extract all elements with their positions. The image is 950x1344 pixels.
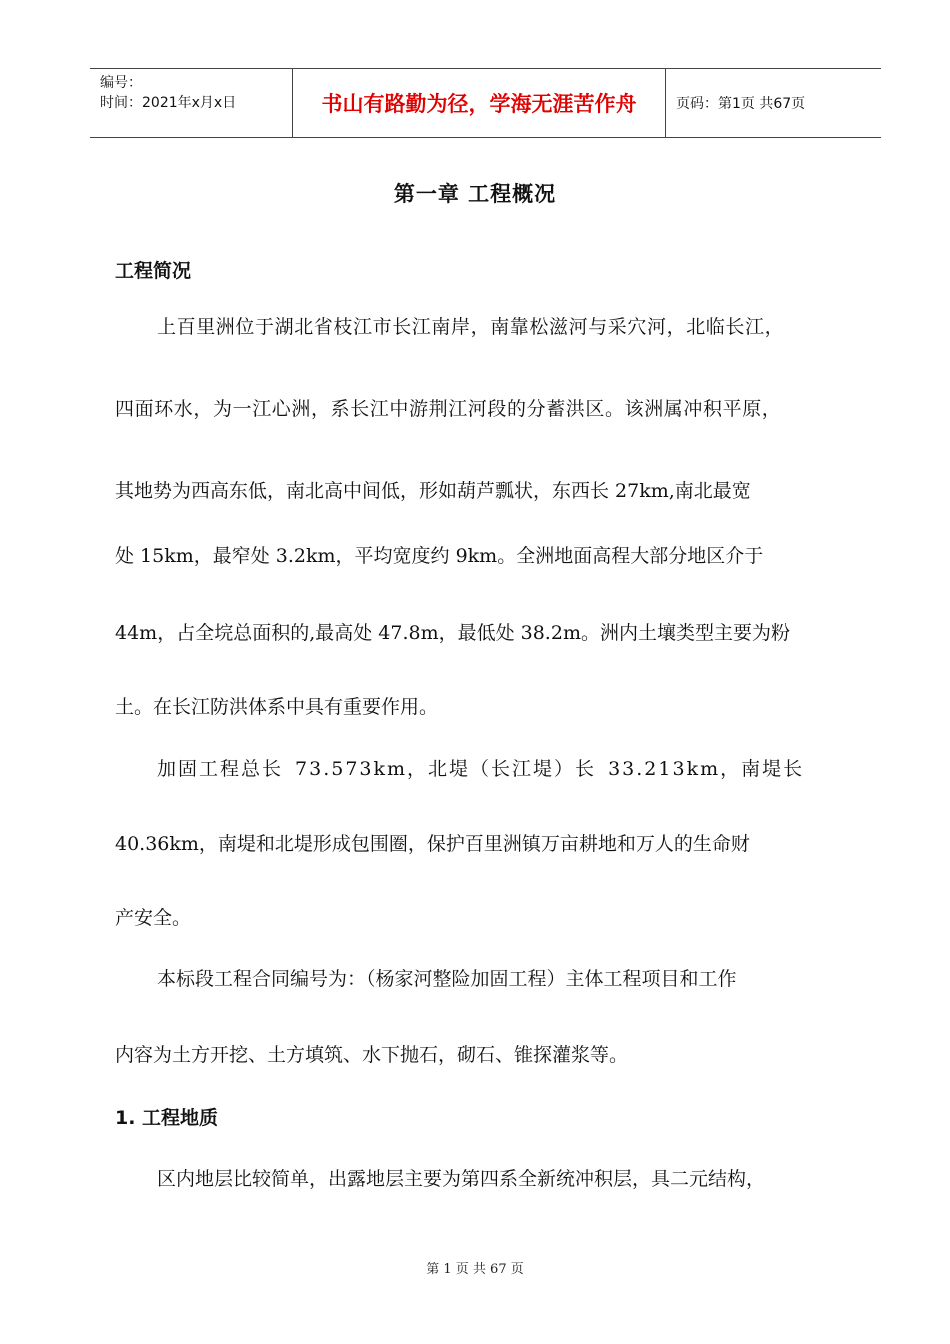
header-page-code: 页码：第1页 共67页	[676, 96, 806, 112]
header-motto: 书山有路勤为径，学海无涯苦作舟	[293, 69, 666, 137]
header-meta	[90, 69, 293, 137]
text-line: 其地势为西高东低，南北高中间低，形如葫芦瓢状，东西长 27km,南北最宽	[115, 480, 751, 502]
text-line: 加固工程总长 73.573km，北堤（长江堤）长 33.213km，南堤长	[157, 758, 805, 780]
text-line: 四面环水，为一江心洲，系长江中游荆江河段的分蓄洪区。该洲属冲积平原，	[115, 398, 782, 420]
chapter-title: 第一章 工程概况	[393, 182, 557, 206]
section-heading-overview: 工程简况	[115, 260, 192, 282]
text-line: 40.36km，南堤和北堤形成包围圈，保护百里洲镇万亩耕地和万人的生命财	[115, 833, 750, 855]
number-label: 编号：	[100, 75, 142, 91]
text-line: 44m，占全垸总面积的,最高处 47.8m，最低处 38.2m。洲内土壤类型主要为粉	[115, 622, 790, 644]
text-line: 处 15km，最窄处 3.2km，平均宽度约 9km。全洲地面高程大部分地区介于	[115, 545, 764, 567]
page-footer: 第 1 页 共 67 页	[426, 1262, 524, 1277]
text-line: 本标段工程合同编号为：（杨家河整险加固工程）主体工程项目和工作	[157, 968, 737, 990]
section-heading-geology: 1. 工程地质	[115, 1107, 219, 1129]
document-header	[90, 68, 881, 138]
text-line: 上百里洲位于湖北省枝江市长江南岸，南靠松滋河与采穴河，北临长江，	[157, 316, 785, 338]
time-label: 时间：2021年x月x日	[100, 95, 237, 111]
text-line: 内容为土方开挖、土方填筑、水下抛石，砌石、锥探灌浆等。	[115, 1044, 629, 1066]
text-line: 区内地层比较简单，出露地层主要为第四系全新统冲积层，具二元结构，	[157, 1168, 766, 1190]
text-line: 土。在长江防洪体系中具有重要作用。	[115, 696, 439, 718]
text-line: 产安全。	[115, 907, 192, 929]
